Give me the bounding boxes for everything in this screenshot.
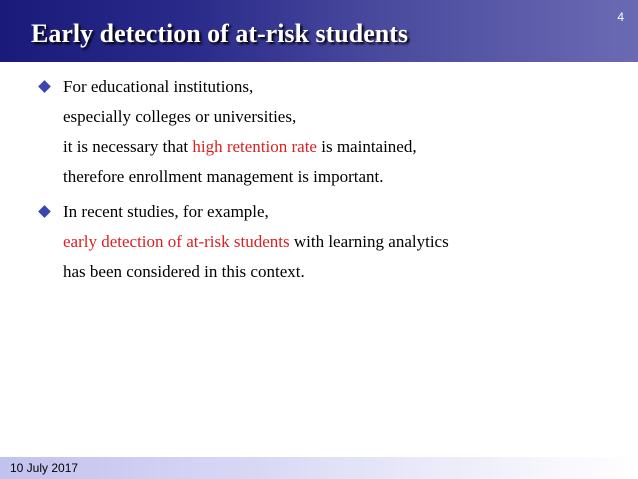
line-text: therefore enrollment management is important. — [63, 167, 384, 186]
bullet-line — [63, 197, 449, 227]
line-text: In recent studies, for example, — [63, 202, 269, 221]
slide-title: Early detection of at-risk students — [31, 19, 408, 48]
highlighted-phrase: high retention rate — [192, 137, 317, 156]
line-text: For educational institutions, — [63, 77, 254, 96]
line-text: has been considered in this context. — [63, 262, 305, 281]
highlighted-phrase: early detection of at-risk students — [63, 232, 290, 251]
footer-date: 10 July 2017 — [10, 461, 79, 475]
bullet-line — [63, 257, 449, 287]
diamond-bullet-icon — [38, 80, 51, 93]
bullet-item — [0, 197, 449, 287]
bullet-line — [63, 227, 449, 257]
diamond-bullet-icon — [38, 205, 51, 218]
bullet-line — [63, 102, 449, 132]
line-text: especially colleges or universities, — [63, 107, 297, 126]
bullet-line — [63, 162, 449, 192]
line-text: with learning analytics — [289, 232, 449, 251]
bullet-list — [0, 72, 449, 292]
bullet-line — [63, 72, 449, 102]
page-number: 4 — [617, 10, 624, 24]
bullet-line — [63, 132, 449, 162]
title-bar — [0, 0, 638, 62]
line-text: is maintained, — [316, 137, 417, 156]
line-text: it is necessary that — [63, 137, 193, 156]
bullet-item — [0, 72, 449, 192]
footer-bar — [0, 457, 638, 479]
